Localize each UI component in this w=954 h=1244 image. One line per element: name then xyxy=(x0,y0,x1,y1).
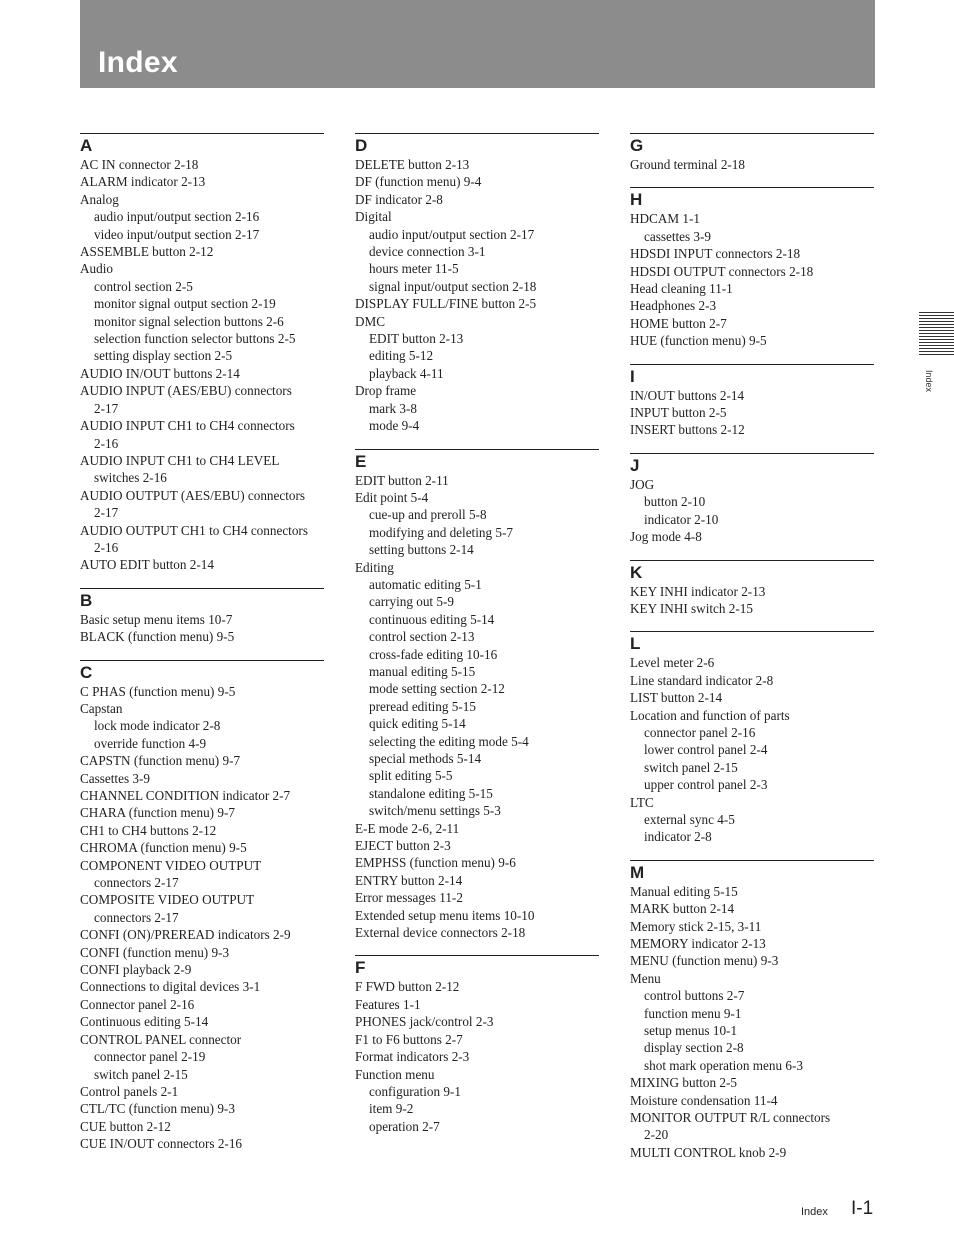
index-subentry: mark 3-8 xyxy=(369,400,417,416)
index-subentry: control section 2-5 xyxy=(94,278,193,294)
index-section-i xyxy=(630,364,874,439)
index-entry: MONITOR OUTPUT R/L connectors xyxy=(630,1110,831,1126)
index-entry: DMC xyxy=(355,313,386,329)
index-entry: CH1 to CH4 buttons 2-12 xyxy=(80,822,217,838)
index-subentry: monitor signal output section 2-19 xyxy=(94,296,276,312)
index-entry: CTL/TC (function menu) 9-3 xyxy=(80,1101,235,1117)
index-entry: AUDIO INPUT (AES/EBU) connectors xyxy=(80,383,292,399)
index-entry: F FWD button 2-12 xyxy=(355,979,460,995)
index-entry: CHARA (function menu) 9-7 xyxy=(80,805,235,821)
index-subentry: setting display section 2-5 xyxy=(94,348,233,364)
section-letter: J xyxy=(630,455,640,475)
index-entry: MARK button 2-14 xyxy=(630,901,735,917)
index-entry: Location and function of parts xyxy=(630,707,790,723)
page-title: Index xyxy=(98,46,178,79)
index-entry: AUDIO INPUT CH1 to CH4 connectors xyxy=(80,418,295,434)
index-subentry: split editing 5-5 xyxy=(369,768,453,784)
index-entry: AUDIO OUTPUT (AES/EBU) connectors xyxy=(80,487,306,503)
section-letter: H xyxy=(630,190,643,210)
index-subentry: switch panel 2-15 xyxy=(94,1066,188,1082)
index-entry: DISPLAY FULL/FINE button 2-5 xyxy=(355,296,537,312)
section-letter: G xyxy=(630,136,644,155)
index-entry: MEMORY indicator 2-13 xyxy=(630,936,766,951)
index-entry: CONTROL PANEL connector xyxy=(80,1031,242,1047)
index-entry-continuation: 2-17 xyxy=(94,400,119,416)
index-entry: Level meter 2-6 xyxy=(630,655,715,671)
index-subentry: display section 2-8 xyxy=(644,1040,744,1056)
index-header-bar xyxy=(80,0,875,88)
side-tab-label: Index xyxy=(924,370,934,393)
index-entry: DF (function menu) 9-4 xyxy=(355,174,482,190)
index-entry: Audio xyxy=(80,261,113,277)
index-subentry: mode setting section 2-12 xyxy=(369,681,505,697)
index-entry: JOG xyxy=(630,476,655,492)
index-subentry: indicator 2-8 xyxy=(644,829,712,845)
index-entry: KEY INHI switch 2-15 xyxy=(630,600,753,616)
index-entry: AUDIO INPUT CH1 to CH4 LEVEL xyxy=(80,452,280,468)
index-entry: Memory stick 2-15, 3-11 xyxy=(630,918,762,934)
section-letter: E xyxy=(355,451,367,471)
index-entry: CONFI (ON)/PREREAD indicators 2-9 xyxy=(80,927,291,943)
index-column-3 xyxy=(630,133,874,1175)
index-subentry: item 9-2 xyxy=(369,1101,414,1117)
index-entry: IN/OUT buttons 2-14 xyxy=(630,387,745,403)
index-entry-continuation: connectors 2-17 xyxy=(94,875,179,891)
index-subentry: continuous editing 5-14 xyxy=(369,611,495,627)
index-entry-continuation: switches 2-16 xyxy=(94,470,167,486)
index-subentry: selection function selector buttons 2-5 xyxy=(94,331,296,347)
index-entry: Moisture condensation 11-4 xyxy=(630,1092,778,1108)
index-section-a xyxy=(80,133,324,574)
index-entry: Analog xyxy=(80,191,119,207)
index-entry: HDSDI INPUT connectors 2-18 xyxy=(630,246,801,262)
index-section-m xyxy=(630,860,874,1162)
section-letter: M xyxy=(630,862,645,882)
index-subentry: quick editing 5-14 xyxy=(369,716,466,732)
index-subentry: audio input/output section 2-16 xyxy=(94,209,260,225)
index-column-2 xyxy=(355,133,599,1149)
index-entry: Error messages 11-2 xyxy=(355,890,463,906)
index-entry: AUDIO OUTPUT CH1 to CH4 connectors xyxy=(80,522,308,538)
thumb-tab-marker xyxy=(919,312,954,356)
index-entry: ALARM indicator 2-13 xyxy=(80,174,206,190)
index-entry: KEY INHI indicator 2-13 xyxy=(630,583,766,599)
index-subentry: editing 5-12 xyxy=(369,348,434,364)
index-entry: AC IN connector 2-18 xyxy=(80,157,199,172)
index-section-e xyxy=(355,449,599,942)
index-subentry: cue-up and preroll 5-8 xyxy=(369,507,487,523)
index-entry: C PHAS (function menu) 9-5 xyxy=(80,683,236,699)
index-entry-continuation: 2-16 xyxy=(94,435,119,451)
index-subentry: switch/menu settings 5-3 xyxy=(369,803,501,819)
index-subentry: modifying and deleting 5-7 xyxy=(369,524,513,540)
index-entry: MULTI CONTROL knob 2-9 xyxy=(630,1144,787,1160)
index-subentry: button 2-10 xyxy=(644,494,706,510)
index-subentry: connector panel 2-19 xyxy=(94,1049,206,1065)
index-entry: Drop frame xyxy=(355,383,417,399)
index-subentry: control buttons 2-7 xyxy=(644,988,745,1004)
index-entry: Line standard indicator 2-8 xyxy=(630,672,774,688)
index-subentry: manual editing 5-15 xyxy=(369,663,476,679)
index-subentry: monitor signal selection buttons 2-6 xyxy=(94,313,284,329)
index-entry-continuation: connectors 2-17 xyxy=(94,909,179,925)
index-entry: HDCAM 1-1 xyxy=(630,211,700,227)
index-entry: EMPHSS (function menu) 9-6 xyxy=(355,855,516,871)
index-subentry: configuration 9-1 xyxy=(369,1083,461,1099)
index-section-h xyxy=(630,187,874,349)
index-entry: Digital xyxy=(355,209,392,225)
index-subentry: switch panel 2-15 xyxy=(644,759,738,775)
index-entry: CONFI (function menu) 9-3 xyxy=(80,944,230,960)
index-section-j xyxy=(630,453,874,546)
index-subentry: override function 4-9 xyxy=(94,735,207,751)
index-entry: LTC xyxy=(630,794,654,810)
index-subentry: cross-fade editing 10-16 xyxy=(369,646,498,662)
section-letter: D xyxy=(355,136,368,155)
index-entry-continuation: 2-20 xyxy=(644,1127,669,1143)
index-entry: External device connectors 2-18 xyxy=(355,925,526,941)
index-subentry: upper control panel 2-3 xyxy=(644,777,768,793)
index-subentry: indicator 2-10 xyxy=(644,511,719,527)
index-subentry: control section 2-13 xyxy=(369,629,475,645)
section-letter: F xyxy=(355,958,366,978)
index-entry: DF indicator 2-8 xyxy=(355,191,443,207)
index-subentry: signal input/output section 2-18 xyxy=(369,278,537,294)
index-subentry: special methods 5-14 xyxy=(369,751,482,766)
page-number: I-1 xyxy=(851,1198,874,1219)
index-subentry: audio input/output section 2-17 xyxy=(369,226,535,242)
index-subentry: cassettes 3-9 xyxy=(644,228,712,244)
index-entry: AUDIO IN/OUT buttons 2-14 xyxy=(80,365,240,381)
index-subentry: preread editing 5-15 xyxy=(369,698,476,714)
index-entry: Connections to digital devices 3-1 xyxy=(80,979,261,995)
index-section-c xyxy=(80,660,324,1153)
index-subentry: hours meter 11-5 xyxy=(369,261,459,277)
index-entry: Extended setup menu items 10-10 xyxy=(355,907,535,923)
index-entry: Function menu xyxy=(355,1066,435,1082)
index-entry: F1 to F6 buttons 2-7 xyxy=(355,1031,463,1047)
index-entry: HDSDI OUTPUT connectors 2-18 xyxy=(630,263,814,279)
index-entry: CHANNEL CONDITION indicator 2-7 xyxy=(80,788,291,803)
index-entry: COMPONENT VIDEO OUTPUT xyxy=(80,857,262,873)
index-subentry: operation 2-7 xyxy=(369,1118,440,1134)
index-subentry: selecting the editing mode 5-4 xyxy=(369,733,529,749)
index-entry: Menu xyxy=(630,970,661,986)
section-letter: B xyxy=(80,590,93,610)
index-subentry: automatic editing 5-1 xyxy=(369,576,482,592)
section-letter: K xyxy=(630,562,643,582)
index-entry: Edit point 5-4 xyxy=(355,489,429,505)
footer-section-label: Index xyxy=(801,1206,828,1218)
index-entry: BLACK (function menu) 9-5 xyxy=(80,629,235,645)
index-column-1 xyxy=(80,133,324,1167)
index-subentry: device connection 3-1 xyxy=(369,244,486,260)
index-entry: Jog mode 4-8 xyxy=(630,529,702,545)
index-section-g xyxy=(630,133,874,173)
index-subentry: setup menus 10-1 xyxy=(644,1023,738,1039)
index-entry: EJECT button 2-3 xyxy=(355,838,451,854)
index-entry: Basic setup menu items 10-7 xyxy=(80,611,233,627)
index-entry: EDIT button 2-11 xyxy=(355,472,449,488)
index-entry: E-E mode 2-6, 2-11 xyxy=(355,820,460,836)
index-entry: DELETE button 2-13 xyxy=(355,157,470,172)
index-entry: Headphones 2-3 xyxy=(630,298,717,314)
index-entry: HUE (function menu) 9-5 xyxy=(630,333,767,349)
index-entry: ASSEMBLE button 2-12 xyxy=(80,244,214,260)
index-subentry: lower control panel 2-4 xyxy=(644,742,768,758)
section-letter: I xyxy=(630,366,635,386)
index-entry: ENTRY button 2-14 xyxy=(355,872,463,888)
index-entry-continuation: 2-16 xyxy=(94,539,119,555)
index-entry: INSERT buttons 2-12 xyxy=(630,422,745,438)
index-entry: Control panels 2-1 xyxy=(80,1083,179,1099)
index-entry: Connector panel 2-16 xyxy=(80,996,195,1012)
index-entry: Format indicators 2-3 xyxy=(355,1049,470,1065)
index-subentry: connector panel 2-16 xyxy=(644,724,756,740)
index-subentry: mode 9-4 xyxy=(369,418,420,434)
index-entry: PHONES jack/control 2-3 xyxy=(355,1014,494,1030)
section-letter: C xyxy=(80,662,93,682)
index-entry: INPUT button 2-5 xyxy=(630,405,727,421)
index-entry: CAPSTN (function menu) 9-7 xyxy=(80,753,241,769)
index-section-k xyxy=(630,560,874,618)
index-entry: Editing xyxy=(355,559,394,575)
index-subentry: setting buttons 2-14 xyxy=(369,542,474,558)
index-entry: CONFI playback 2-9 xyxy=(80,962,192,978)
index-subentry: function menu 9-1 xyxy=(644,1005,742,1021)
index-entry: AUTO EDIT button 2-14 xyxy=(80,557,214,573)
index-entry: Continuous editing 5-14 xyxy=(80,1014,209,1030)
index-entry: Capstan xyxy=(80,700,123,716)
index-entry: Cassettes 3-9 xyxy=(80,770,150,786)
section-letter: L xyxy=(630,634,641,654)
index-section-f xyxy=(355,955,599,1135)
index-entry: CUE IN/OUT connectors 2-16 xyxy=(80,1136,243,1152)
index-entry: Manual editing 5-15 xyxy=(630,883,738,899)
index-entry: COMPOSITE VIDEO OUTPUT xyxy=(80,892,255,908)
index-section-l xyxy=(630,631,874,845)
index-subentry: EDIT button 2-13 xyxy=(369,331,464,347)
section-letter: A xyxy=(80,136,93,155)
index-entry-continuation: 2-17 xyxy=(94,505,119,521)
index-subentry: external sync 4-5 xyxy=(644,811,735,827)
index-subentry: standalone editing 5-15 xyxy=(369,785,493,801)
index-subentry: shot mark operation menu 6-3 xyxy=(644,1057,803,1073)
index-subentry: carrying out 5-9 xyxy=(369,594,454,610)
index-entry: CUE button 2-12 xyxy=(80,1118,171,1134)
index-section-b xyxy=(80,588,324,646)
index-subentry: playback 4-11 xyxy=(369,365,444,381)
index-entry: MIXING button 2-5 xyxy=(630,1075,737,1091)
index-entry: Head cleaning 11-1 xyxy=(630,281,733,297)
index-entry: Ground terminal 2-18 xyxy=(630,157,745,172)
index-section-d xyxy=(355,133,599,435)
index-entry: Features 1-1 xyxy=(355,996,421,1012)
index-entry: MENU (function menu) 9-3 xyxy=(630,953,779,969)
index-entry: HOME button 2-7 xyxy=(630,315,727,331)
index-subentry: lock mode indicator 2-8 xyxy=(94,718,221,734)
index-subentry: video input/output section 2-17 xyxy=(94,226,260,242)
index-entry: LIST button 2-14 xyxy=(630,690,723,706)
index-entry: CHROMA (function menu) 9-5 xyxy=(80,840,247,856)
